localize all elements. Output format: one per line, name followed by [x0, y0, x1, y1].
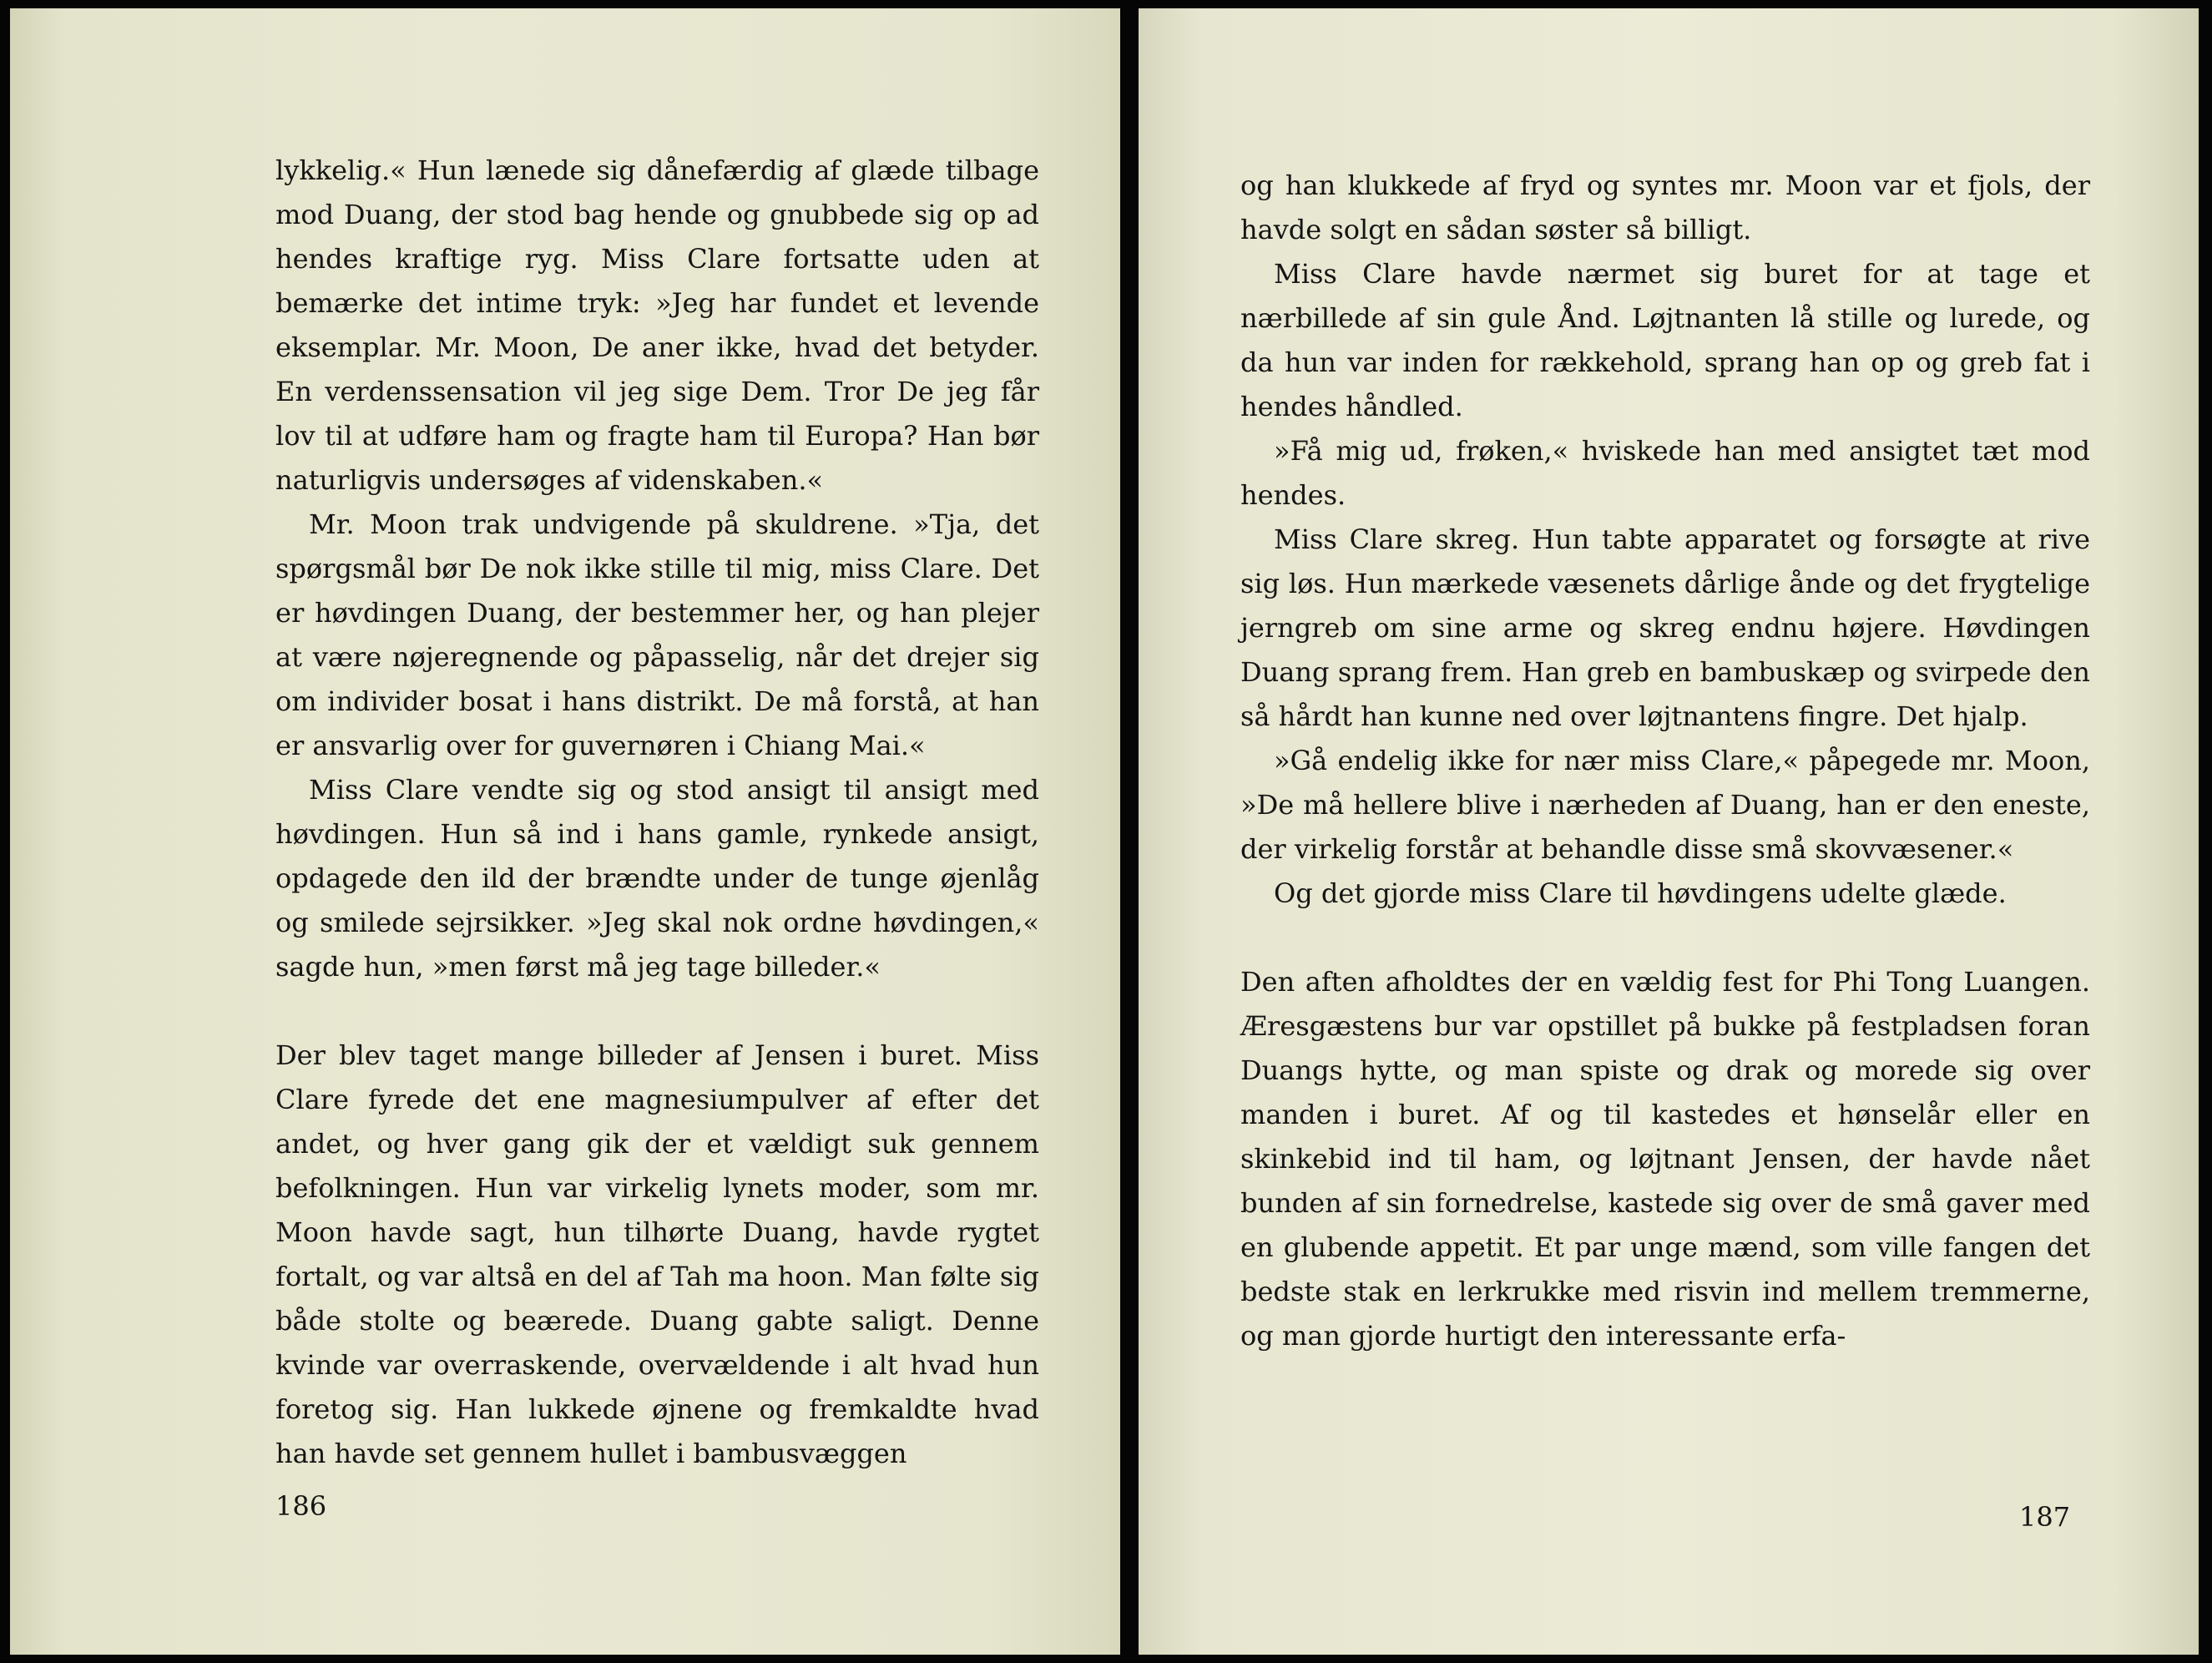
paragraph: Der blev taget mange billeder af Jensen i buret. Miss Clare fyrede det ene magnesiumpulver af efter det andet, og hver gang gik der et vældigt suk gennem befolkningen. Hun var virkelig lynets moder, som mr. Moon havde sagt, hun tilhørte Duang, havde rygtet fortalt, og var altså en del af Tah ma hoon. Man følte sig både stolte og beærede. Duang gabte saligt. Denne kvinde var overraskende, overvældende i alt hvad hun foretog sig. Han lukkede øjnene og fremkaldte hvad han havde set gennem hullet i bambusvæggen	[275, 1039, 1039, 1469]
page-number: 187	[2019, 1501, 2071, 1533]
page-number: 186	[275, 1490, 327, 1522]
paragraph: Miss Clare vendte sig og stod ansigt til ansigt med høvdingen. Hun så ind i hans gamle, rynkede ansigt, opdagede den ild der brændte under de tunge øjenlåg og smilede sejrsikker. »Jeg skal nok ordne høvdingen,« sagde hun, »men først må jeg tage billeder.«	[275, 774, 1039, 983]
paragraph: og han klukkede af fryd og syntes mr. Moon var et fjols, der havde solgt en sådan søster så billigt.	[1240, 169, 2090, 245]
left-page-text	[275, 149, 1039, 1476]
section-break	[1240, 916, 2090, 960]
paragraph: »Gå endelig ikke for nær miss Clare,« påpegede mr. Moon, »De må hellere blive i nærheden af Duang, han er den eneste, der virkelig forstår at behandle disse små skovvæsener.«	[1240, 745, 2090, 865]
paragraph: Den aften afholdtes der en vældig fest for Phi Tong Luangen. Æresgæstens bur var opstillet på bukke på festpladsen foran Duangs hytte, og man spiste og drak og morede sig over manden i buret. Af og til kastedes et hønselår eller en skinkebid ind til ham, og løjtnant Jensen, der havde nået bunden af sin fornedrelse, kastede sig over de små gaver med en glubende appetit. Et par unge mænd, som ville fangen det bedste stak en lerkrukke med risvin ind mellem tremmerne, og man gjorde hurtigt den interessante erfa-	[1240, 966, 2090, 1352]
paragraph: »Få mig ud, frøken,« hviskede han med ansigtet tæt mod hendes.	[1240, 435, 2090, 511]
section-break	[275, 989, 1039, 1034]
paragraph: Og det gjorde miss Clare til høvdingens udelte glæde.	[1274, 877, 2007, 909]
paragraph: Miss Clare havde nærmet sig buret for at tage et nærbillede af sin gule Ånd. Løjtnanten lå stille og lurede, og da hun var inden for rækkehold, sprang han op og greb fat i hendes håndled.	[1240, 258, 2090, 422]
right-page-text	[1240, 164, 2090, 1358]
paragraph: Mr. Moon trak undvigende på skuldrene. »Tja, det spørgsmål bør De nok ikke stille til mig, miss Clare. Det er høvdingen Duang, der bestemmer her, og han plejer at være nøjeregnende og påpasselig, når det drejer sig om individer bosat i hans distrikt. De må forstå, at han er ansvarlig over for guvernøren i Chiang Mai.«	[275, 508, 1039, 761]
left-page	[10, 8, 1120, 1655]
paragraph: Miss Clare skreg. Hun tabte apparatet og forsøgte at rive sig løs. Hun mærkede væsenets dårlige ånde og det frygtelige jerngreb om sine arme og skreg endnu højere. Høvdingen Duang sprang frem. Han greb en bambuskæp og svirpede den så hårdt han kunne ned over løjtnantens fingre. Det hjalp.	[1240, 523, 2090, 732]
right-page	[1139, 8, 2199, 1655]
paragraph: lykkelig.« Hun lænede sig dånefærdig af glæde tilbage mod Duang, der stod bag hende og gnubbede sig op ad hendes kraftige ryg. Miss Clare fortsatte uden at bemærke det intime tryk: »Jeg har fundet et levende eksemplar. Mr. Moon, De aner ikke, hvad det betyder. En verdenssensation vil jeg sige Dem. Tror De jeg får lov til at udføre ham og fragte ham til Europa? Han bør naturligvis undersøges af videnskaben.«	[275, 154, 1039, 496]
